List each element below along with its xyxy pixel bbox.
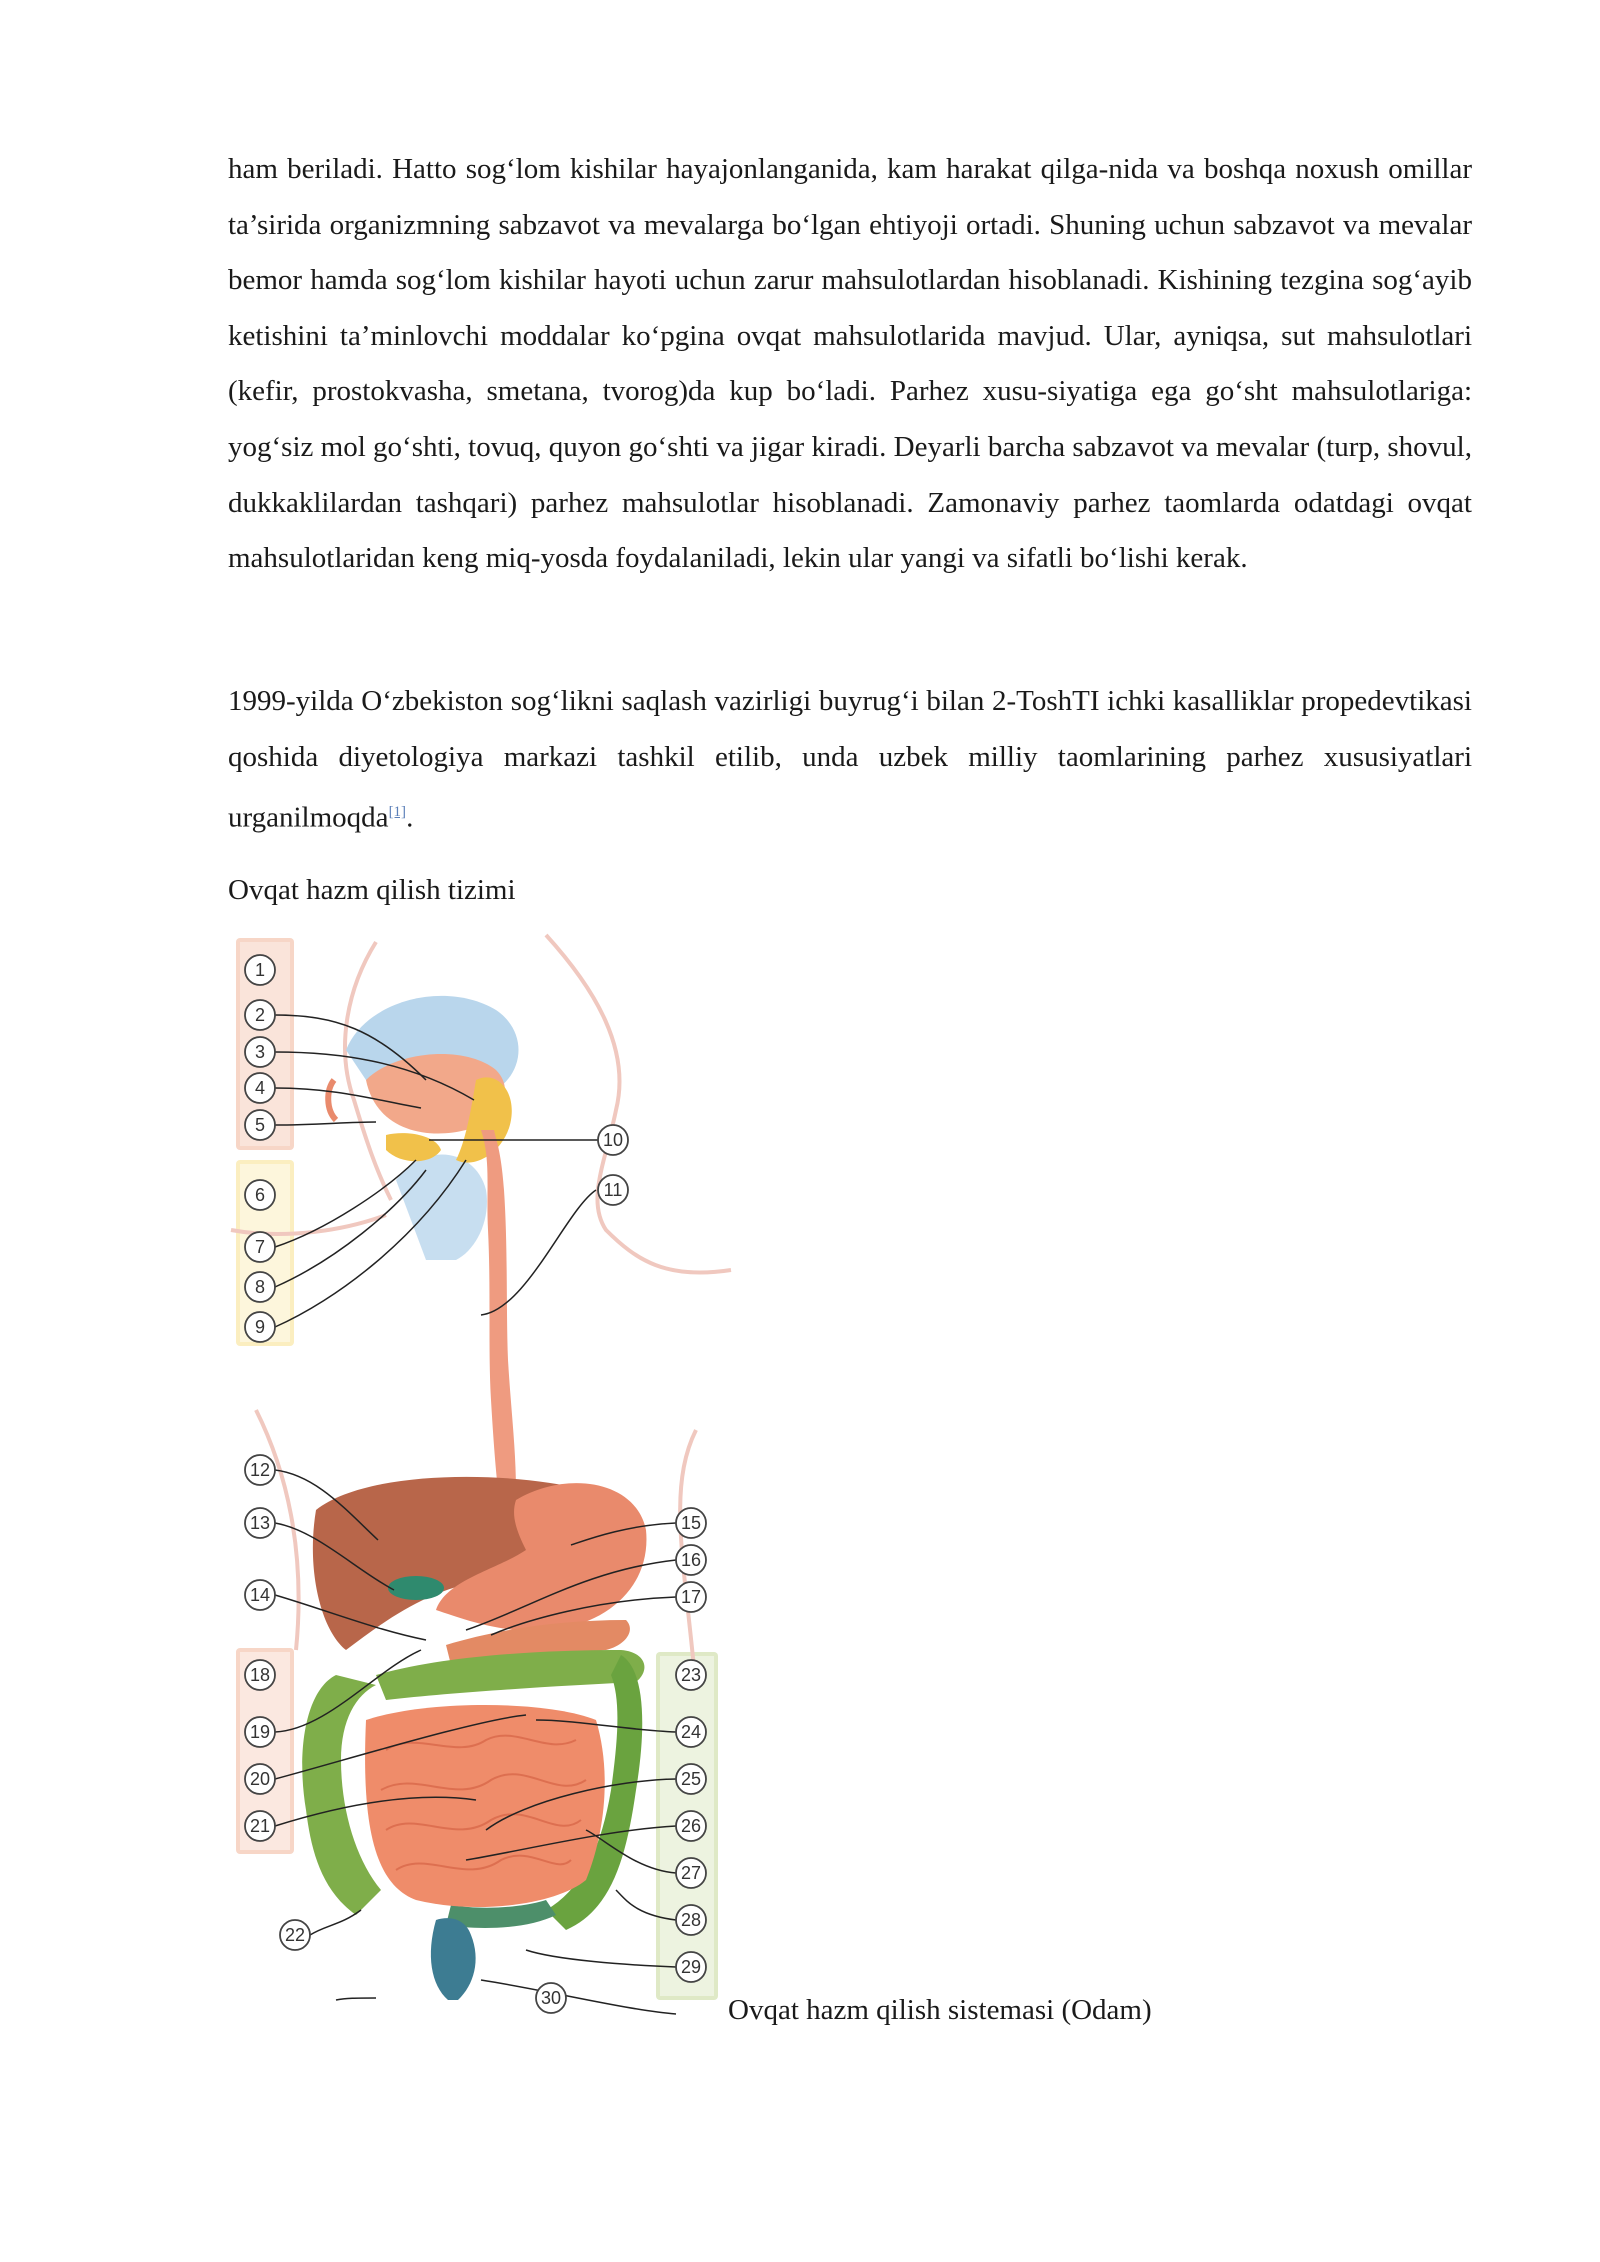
marker-11 <box>598 1175 628 1205</box>
section-title: Ovqat hazm qilish tizimi <box>228 874 516 906</box>
marker-27 <box>676 1858 706 1888</box>
svg-text:5: 5 <box>254 1115 266 1135</box>
pharynx-shape <box>396 1155 487 1260</box>
marker-14 <box>245 1580 275 1610</box>
marker-4 <box>245 1073 275 1103</box>
marker-2 <box>245 1000 275 1030</box>
svg-text:14: 14 <box>249 1585 271 1605</box>
marker-16 <box>676 1545 706 1575</box>
svg-text:12: 12 <box>249 1460 271 1480</box>
marker-19 <box>245 1717 275 1747</box>
svg-text:23: 23 <box>680 1665 702 1685</box>
svg-text:28: 28 <box>680 1910 702 1930</box>
svg-text:10: 10 <box>602 1130 624 1150</box>
svg-text:7: 7 <box>254 1237 266 1257</box>
svg-text:2: 2 <box>254 1005 266 1025</box>
marker-3 <box>245 1037 275 1067</box>
marker-9 <box>245 1312 275 1342</box>
svg-text:13: 13 <box>249 1513 271 1533</box>
figure-caption: Ovqat hazm qilish sistemasi (Odam) <box>728 1994 1152 2026</box>
marker-18 <box>245 1660 275 1690</box>
svg-text:4: 4 <box>254 1078 266 1098</box>
svg-text:1: 1 <box>254 960 266 980</box>
transverse-colon-shape <box>376 1650 644 1700</box>
svg-text:29: 29 <box>680 1957 702 1977</box>
marker-10 <box>598 1125 628 1155</box>
marker-23 <box>676 1660 706 1690</box>
svg-text:19: 19 <box>249 1722 271 1742</box>
paragraph-diet-products: ham beriladi. Hatto sog‘lom kishilar hayajonlanganida, kam harakat qilga-nida va boshqa noxush omillar ta’sirida organizmning sabzavot va mevalarga bo‘lgan ehtiyoji ortadi. Shuning uchun sabzavot va mevalar bemor hamda sog‘lom kishilar hayoti uchun zarur mahsulotlardan hisoblanadi. Kishining tezgina sog‘ayib ketishini ta’minlovchi moddalar ko‘pgina ovqat mahsulotlarida mavjud. Ular, ayniqsa, sut mahsulotlari (kefir, prostokvasha, smetana, tvorog)da kup bo‘ladi. Parhez xusu-siyatiga ega go‘sht mahsulotlariga: yog‘siz mol go‘shti, tovuq, quyon go‘shti va jigar kiradi. Deyarli barcha sabzavot va mevalar (turp, shovul, dukkaklilardan tashqari) parhez mahsulotlar hisoblanadi. Zamonaviy parhez taomlarda odatdagi ovqat mahsulotlaridan keng miq-yosda foydalaniladi, lekin ular yangi va sifatli bo‘lishi kerak. <box>228 153 1472 575</box>
marker-5 <box>245 1110 275 1140</box>
svg-text:17: 17 <box>680 1587 702 1607</box>
esophagus-shape <box>481 1130 516 1490</box>
small-intestine-shape <box>365 1705 605 1907</box>
marker-26 <box>676 1811 706 1841</box>
marker-17 <box>676 1582 706 1612</box>
marker-28 <box>676 1905 706 1935</box>
marker-30 <box>536 1983 566 2013</box>
svg-text:24: 24 <box>680 1722 702 1742</box>
svg-text:26: 26 <box>680 1816 702 1836</box>
marker-6 <box>245 1180 275 1210</box>
marker-1 <box>245 955 275 985</box>
svg-text:22: 22 <box>284 1925 306 1945</box>
svg-text:27: 27 <box>680 1863 702 1883</box>
marker-7 <box>245 1232 275 1262</box>
svg-text:16: 16 <box>680 1550 702 1570</box>
svg-text:9: 9 <box>254 1317 266 1337</box>
gallbladder-shape <box>388 1576 444 1600</box>
svg-text:18: 18 <box>249 1665 271 1685</box>
svg-text:6: 6 <box>254 1185 266 1205</box>
svg-text:21: 21 <box>249 1816 271 1836</box>
svg-text:30: 30 <box>540 1988 562 2008</box>
marker-15 <box>676 1508 706 1538</box>
digestive-system-diagram <box>226 930 736 2015</box>
svg-text:11: 11 <box>603 1180 623 1200</box>
paragraph-diet-center-period: . <box>406 801 414 834</box>
marker-8 <box>245 1272 275 1302</box>
svg-text:20: 20 <box>249 1769 271 1789</box>
footnote-link[interactable]: [1] <box>388 804 407 821</box>
svg-text:3: 3 <box>254 1042 266 1062</box>
marker-25 <box>676 1764 706 1794</box>
rectum-shape <box>431 1918 476 2000</box>
paragraph-diet-center <box>228 674 1472 846</box>
marker-12 <box>245 1455 275 1485</box>
paragraph-diet-center-text: 1999-yilda O‘zbekiston sog‘likni saqlash vazirligi buyrug‘i bilan 2-ToshTI ichki kasalliklar propedevtikasi qoshida diyetologiya markazi tashkil etilib, unda uzbek milliy taomlarining parhez xususiyatlari urganilmoqda <box>228 685 1472 834</box>
marker-24 <box>676 1717 706 1747</box>
marker-13 <box>245 1508 275 1538</box>
sublingual-gland-shape <box>386 1133 441 1161</box>
marker-21 <box>245 1811 275 1841</box>
marker-22 <box>280 1920 310 1950</box>
svg-text:8: 8 <box>254 1277 266 1297</box>
svg-text:25: 25 <box>680 1769 702 1789</box>
marker-20 <box>245 1764 275 1794</box>
marker-29 <box>676 1952 706 1982</box>
svg-text:15: 15 <box>680 1513 702 1533</box>
